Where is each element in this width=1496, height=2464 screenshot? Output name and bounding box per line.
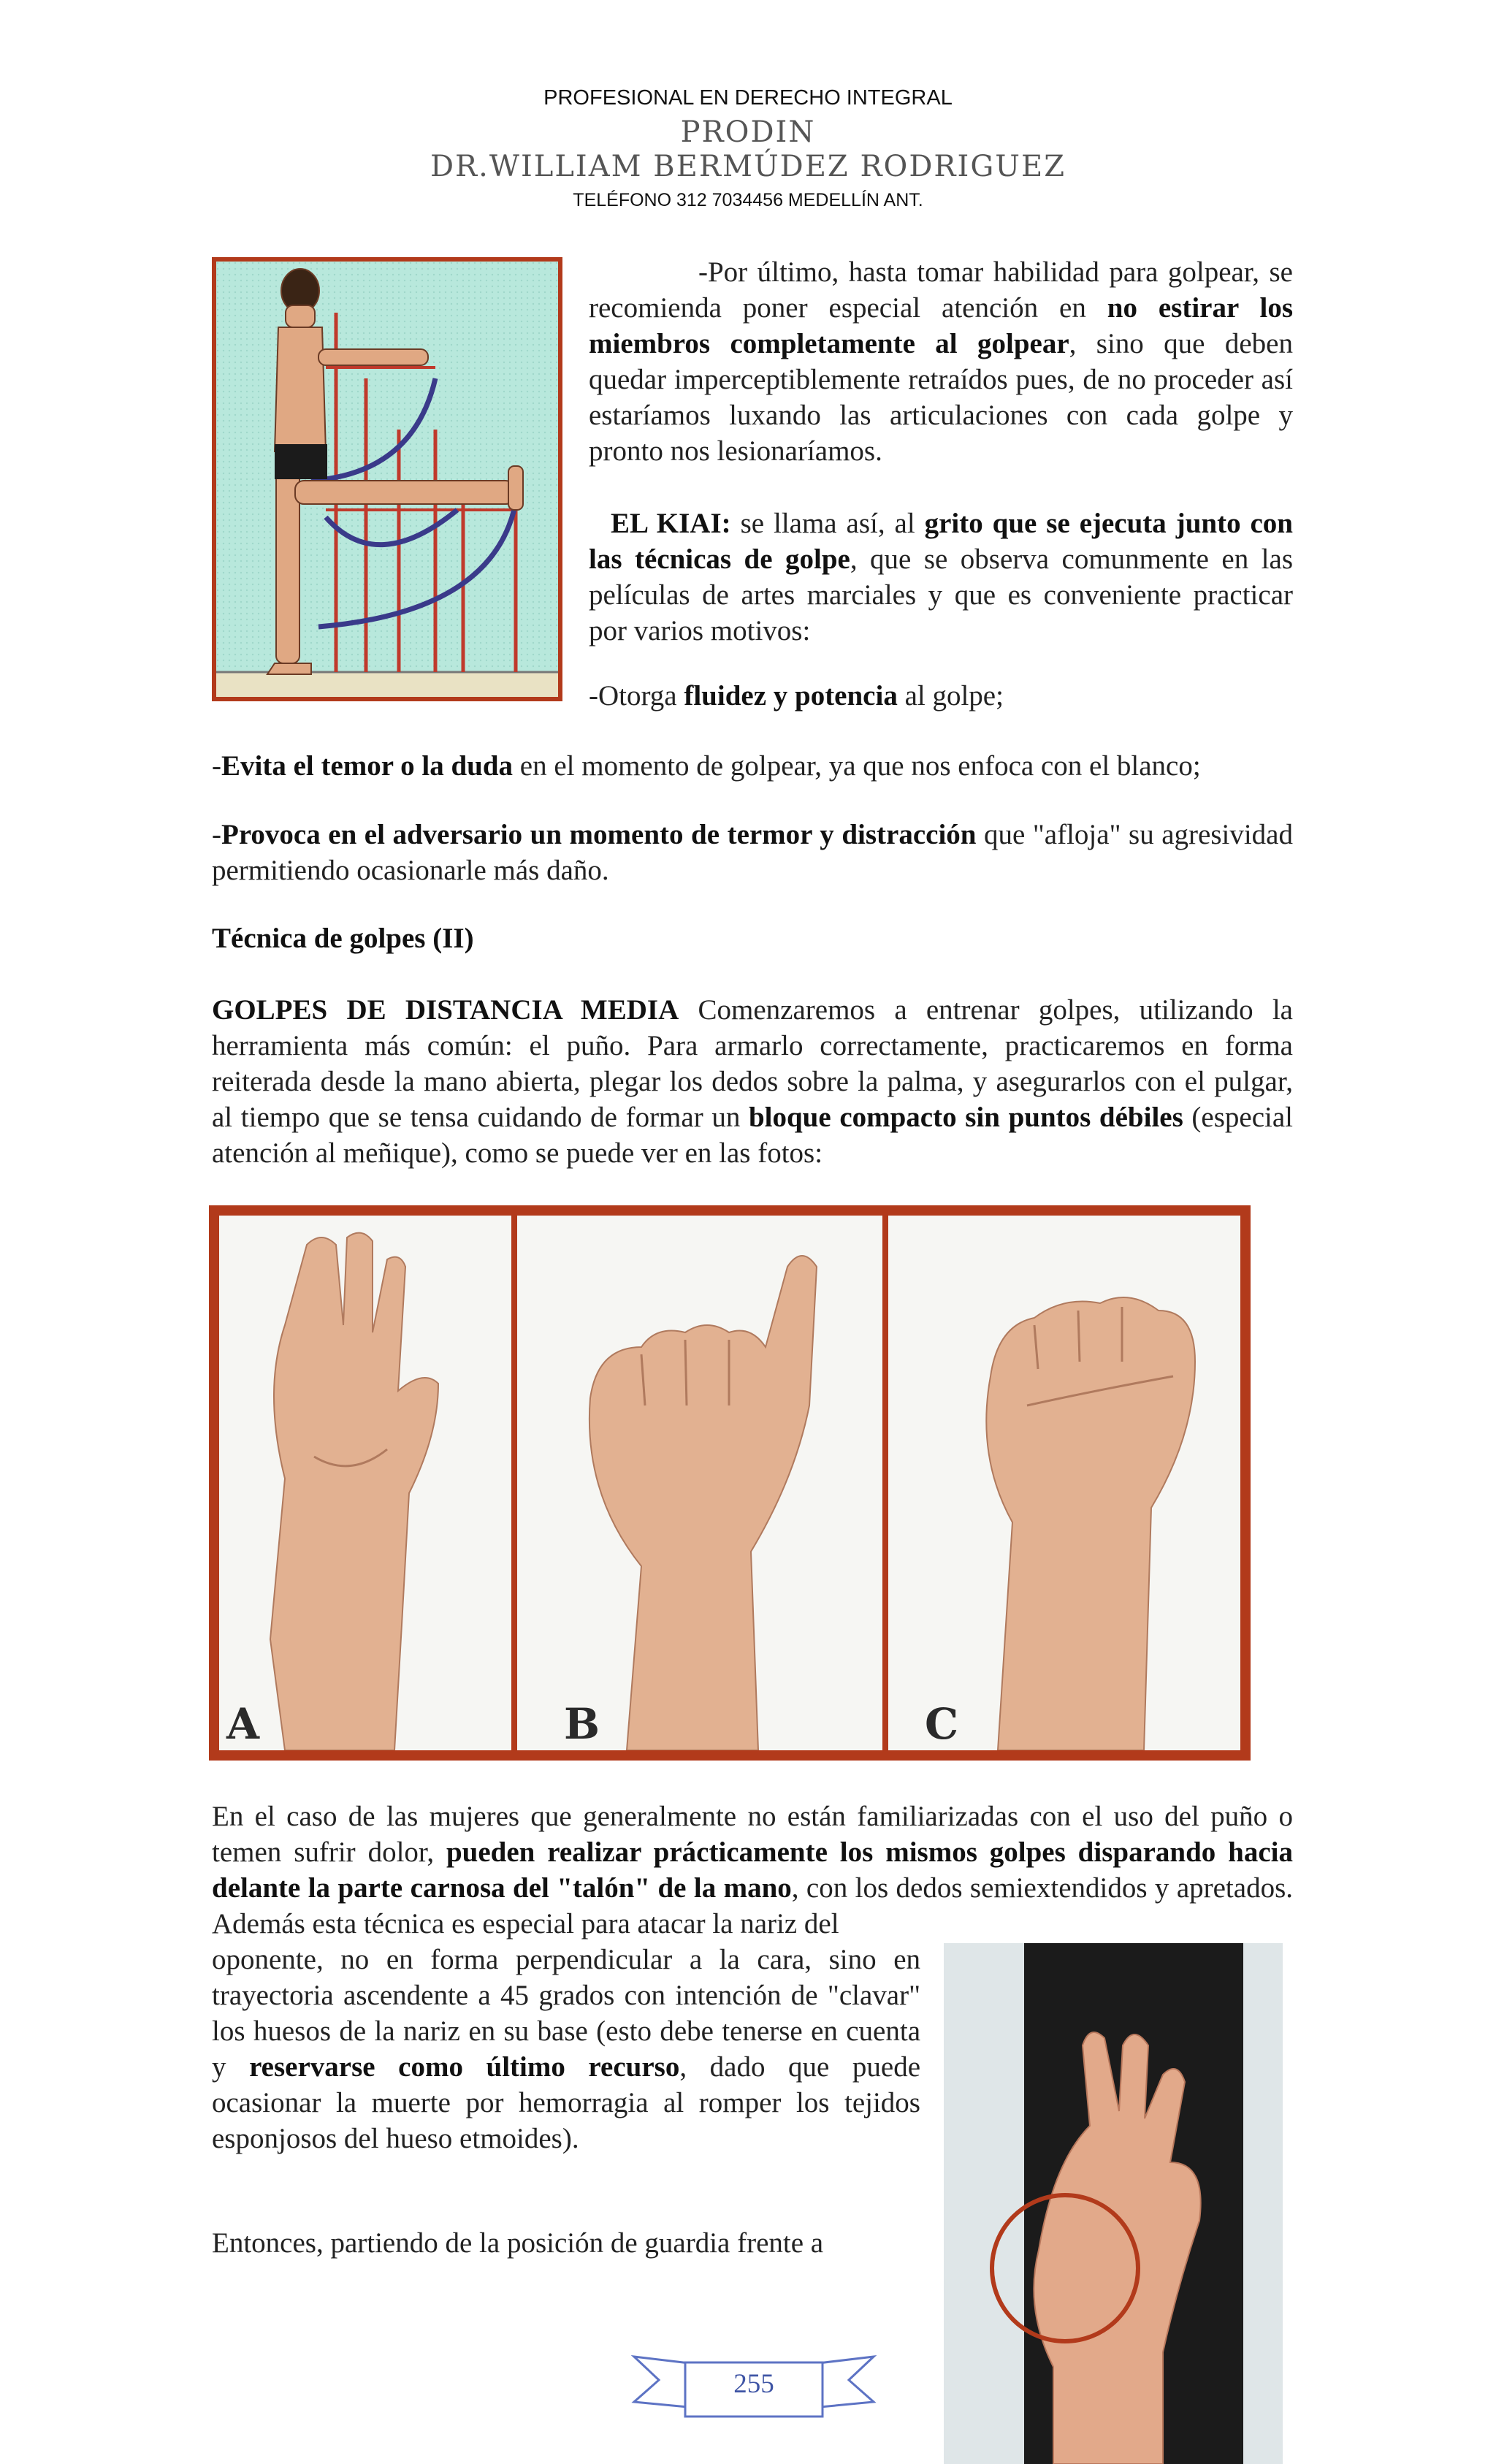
women-paragraph: En el caso de las mujeres que generalmente no están familiarizadas con el uso del puño o temen sufrir dolor, pueden realizar prácticamente los mismos golpes disparando hacia delante la parte carnosa del "talón" de la mano, con los dedos semiextendidos y apretados. Además esta técnica es especial para atacar la nariz del	[212, 1801, 1294, 1939]
header-author: DR.WILLIAM BERMÚDEZ RODRIGUEZ	[430, 150, 1066, 183]
palm-heel-illustration	[944, 1943, 1283, 2464]
guard-position-paragraph: Entonces, partiendo de la posición de guardia frente a	[212, 2227, 824, 2259]
page-number: 255	[733, 2369, 774, 2399]
kiai-paragraph: EL KIAI: se llama así, al grito que se ejecuta junto con las técnicas de golpe, que se observa comunmente en las películas de artes marciales y que es conveniente practicar por varios motivos:	[589, 508, 1293, 646]
intro-paragraph: -Por último, hasta tomar habilidad para golpear, se recomienda poner especial atención en no estirar los miembros completamente al golpear, sino que deben quedar imperceptiblemente retraídos pues, de no proceder así estaríamos luxando las articulaciones con cada golpe y pronto nos lesionaríamos.	[589, 256, 1293, 467]
stretch-illustration	[216, 262, 558, 697]
half-fist-illustration	[517, 1216, 882, 1750]
fist-sequence-figure	[209, 1205, 1251, 1761]
open-hand-illustration	[219, 1216, 511, 1750]
header-firm-name: PROFESIONAL EN DERECHO INTEGRAL	[543, 86, 953, 110]
page-number-ribbon	[630, 2342, 878, 2430]
kiai-benefit-1: -Otorga fluidez y potencia al golpe;	[589, 680, 1004, 712]
panel-label-b: B	[564, 1699, 600, 1749]
kiai-benefit-3: -Provoca en el adversario un momento de termor y distracción que "afloja" su agresividad permitiendo ocasionarle más daño.	[212, 819, 1293, 886]
kiai-benefit-2: -Evita el temor o la duda en el momento de golpear, ya que nos enfoca con el blanco;	[212, 750, 1201, 782]
header-phone: TELÉFONO 312 7034456 MEDELLÍN ANT.	[573, 190, 923, 210]
panel-label-a: A	[226, 1699, 260, 1749]
section-heading: Técnica de golpes (II)	[212, 923, 474, 954]
closed-fist-illustration	[888, 1216, 1240, 1750]
stretch-figure	[212, 257, 562, 701]
panel-a	[219, 1216, 511, 1750]
palm-heel-photo	[944, 1943, 1283, 2464]
header-acronym: PRODIN	[680, 115, 816, 149]
panel-label-c: C	[925, 1699, 959, 1749]
nose-strike-paragraph: oponente, no en forma perpendicular a la cara, sino en trayectoria ascendente a 45 grados con intención de "clavar" los huesos de la nariz en su base (esto debe tenerse en cuenta y reservarse como último recurso, dado que puede ocasionar la muerte por hemorragia al romper los tejidos esponjosos del hueso etmoides).	[212, 1944, 921, 2154]
panel-c	[888, 1216, 1240, 1750]
panel-b	[517, 1216, 882, 1750]
kiai-label: EL KIAI:	[611, 508, 731, 539]
technique-paragraph: GOLPES DE DISTANCIA MEDIA Comenzaremos a entrenar golpes, utilizando la herramienta más común: el puño. Para armarlo correctamente, practicaremos en forma reiterada desde la mano abierta, plegar los dedos sobre la palma, y asegurarlos con el pulgar, al tiempo que se tensa cuidando de formar un bloque compacto sin puntos débiles (especial atención al meñique), como se puede ver en las fotos:	[212, 994, 1294, 1169]
